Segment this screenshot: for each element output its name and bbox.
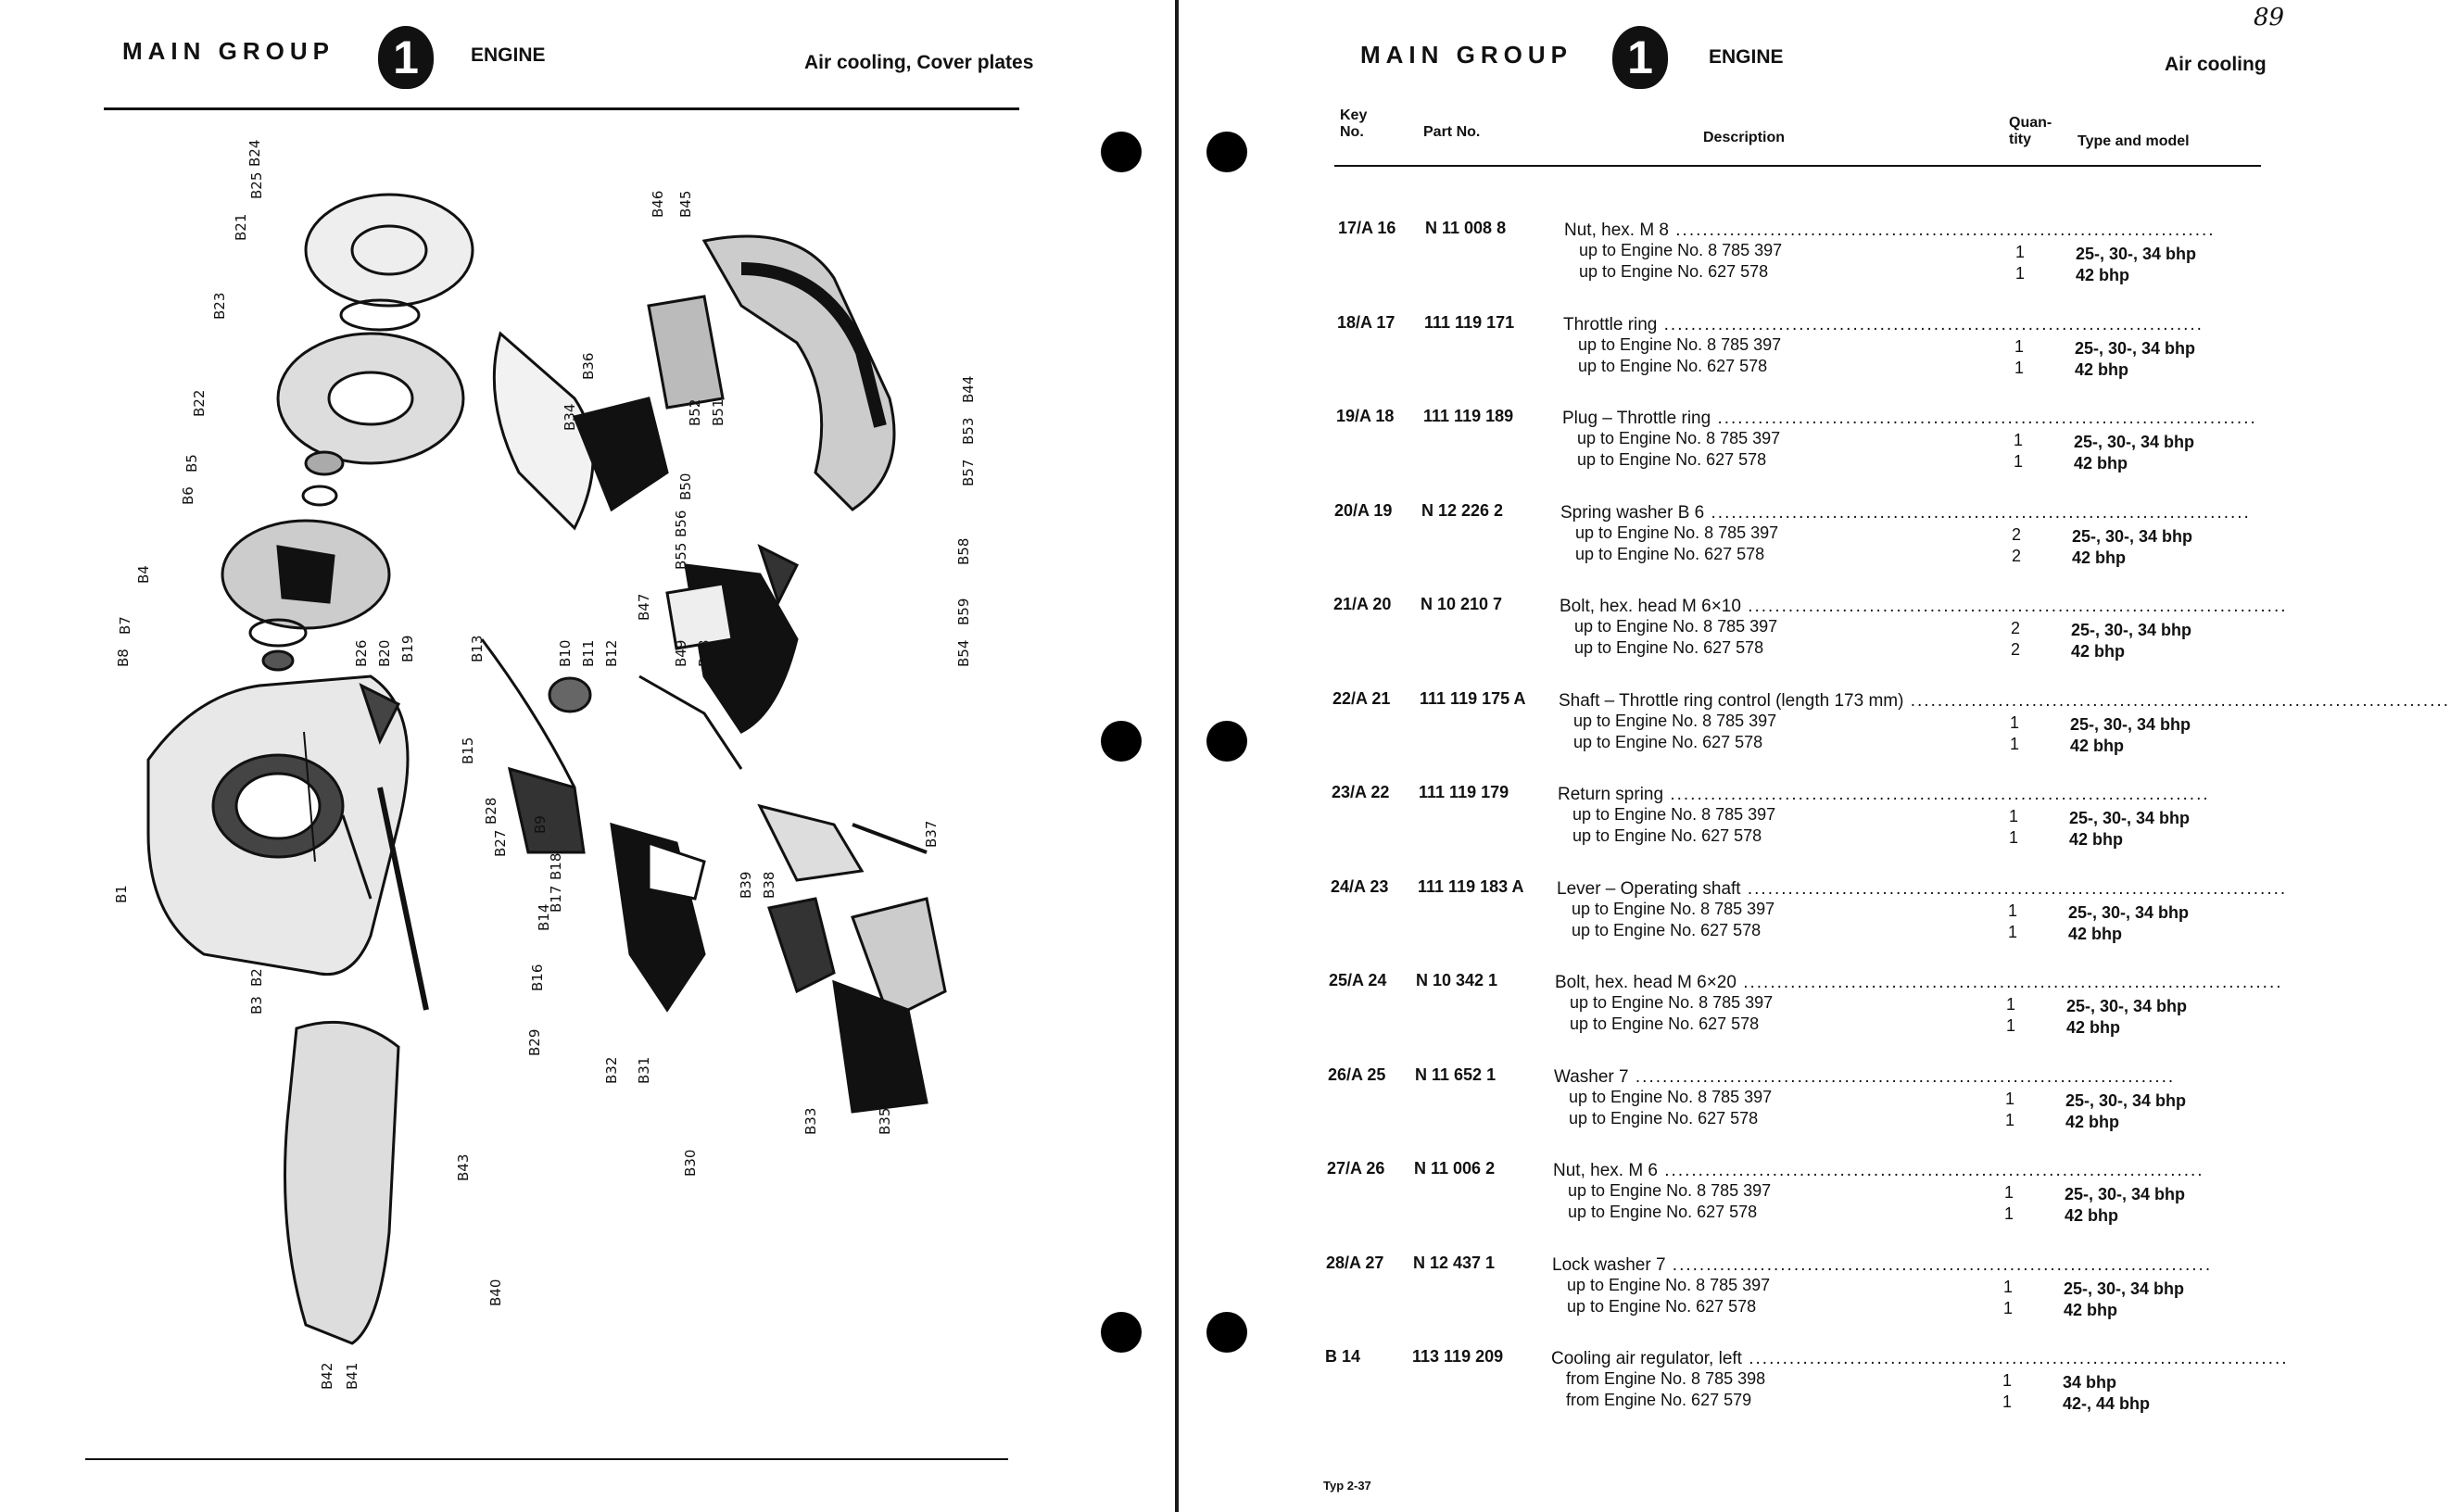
row-engine-range: up to Engine No. 627 578 (1569, 1108, 1759, 1128)
row-key-number: 28/A 27 (1326, 1253, 1384, 1272)
row-type-model: 25-, 30-, 34 bhp (2065, 1185, 2186, 1203)
row-description-text: Shaft – Throttle ring control (length 173 mm) (1559, 690, 1904, 711)
main-group-title: MAIN GROUP (1360, 41, 1572, 69)
callout-label: B21 (233, 213, 249, 241)
row-description (1562, 409, 2257, 429)
row-type-model: 25-, 30-, 34 bhp (2065, 1090, 2187, 1110)
row-type-model: 25-, 30-, 34 bhp (2068, 902, 2190, 922)
row-engine-range: up to Engine No. 8 785 397 (1569, 1087, 1773, 1106)
callout-label: B37 (923, 820, 940, 848)
row-quantity: 1 (2008, 828, 2018, 847)
callout-label: B30 (682, 1149, 699, 1177)
callout-label: B8 (115, 649, 132, 667)
row-description (1554, 1066, 2176, 1088)
row-quantity: 2 (2010, 640, 2020, 659)
group-number-badge: 1 (378, 26, 434, 89)
callout-label: B38 (761, 871, 777, 899)
row-engine-range: up to Engine No. 8 785 397 (1567, 1275, 1771, 1294)
row-key-number: 19/A 18 (1336, 407, 1395, 425)
row-type-model: 25-, 30-, 34 bhp (2076, 245, 2197, 263)
row-description-text: Nut, hex. M 6 (1553, 1161, 1658, 1180)
row-type-model: 42-, 44 bhp (2063, 1394, 2151, 1413)
dot-leader: ................................................................................ (1736, 973, 2283, 992)
row-part-number: N 12 437 1 (1413, 1253, 1496, 1272)
row-key-number: 27/A 26 (1327, 1159, 1385, 1178)
callout-label: B13 (469, 635, 486, 662)
section-subtitle: Air cooling (2165, 54, 2267, 75)
callout-label: B33 (802, 1107, 819, 1135)
row-description-text: Return spring (1558, 785, 1664, 804)
row-engine-range: up to Engine No. 627 578 (1574, 638, 1764, 657)
row-type-model: 25-, 30-, 34 bhp (2070, 714, 2191, 734)
row-quantity: 1 (2004, 1089, 2014, 1108)
callout-label: B9 (532, 815, 549, 834)
row-type-model: 25-, 30-, 34 bhp (2072, 526, 2193, 546)
dot-leader: ................................................................................ (1740, 878, 2288, 899)
callout-label: B43 (455, 1153, 472, 1181)
callout-label: B20 (376, 639, 393, 667)
row-quantity: 2 (2010, 619, 2020, 637)
callout-label: B27 (492, 829, 509, 857)
row-engine-range: up to Engine No. 8 785 397 (1570, 993, 1774, 1012)
row-quantity: 1 (2005, 1016, 2015, 1035)
callout-label: B56 (673, 510, 689, 537)
row-quantity: 1 (2007, 922, 2017, 941)
row-part-number: N 12 226 2 (1421, 500, 1504, 520)
callout-label: B5 (183, 454, 200, 472)
callout-label: B10 (557, 639, 574, 667)
row-engine-range: up to Engine No. 8 785 397 (1568, 1181, 1772, 1200)
dot-leader: ................................................................................ (1628, 1066, 2176, 1087)
row-description (1558, 785, 2210, 805)
row-quantity: 1 (2003, 1183, 2014, 1202)
callout-label: B48 (696, 639, 713, 667)
row-type-model: 42 bhp (2064, 1300, 2118, 1319)
right-page (1179, 0, 2450, 1512)
callout-label: B17 (548, 885, 564, 913)
row-type-model: 42 bhp (2075, 359, 2129, 379)
row-key-number: 22/A 21 (1332, 688, 1391, 708)
callout-label: B29 (526, 1028, 543, 1056)
footer-rule (85, 1458, 1008, 1460)
row-engine-range: up to Engine No. 8 785 397 (1577, 429, 1781, 447)
row-type-model: 42 bhp (2076, 266, 2130, 284)
row-engine-range: up to Engine No. 627 578 (1575, 544, 1765, 563)
callout-label: B22 (191, 389, 208, 417)
row-type-model: 42 bhp (2074, 454, 2128, 472)
callout-label: B58 (955, 537, 972, 565)
row-engine-range: up to Engine No. 8 785 397 (1579, 241, 1783, 259)
binder-hole (1101, 132, 1142, 172)
callout-label: B41 (344, 1362, 360, 1390)
row-engine-range: from Engine No. 8 785 398 (1566, 1369, 1766, 1388)
dot-leader: ................................................................................ (1903, 690, 2450, 711)
header-rule (104, 107, 1019, 110)
dot-leader: ................................................................................ (1741, 1349, 2289, 1368)
callout-label: B28 (483, 797, 499, 825)
dot-leader: ................................................................................ (1663, 785, 2210, 804)
row-engine-range: up to Engine No. 627 578 (1577, 450, 1767, 469)
row-type-model: 42 bhp (2068, 924, 2123, 943)
row-quantity: 1 (2009, 712, 2019, 732)
row-engine-range: up to Engine No. 8 785 397 (1574, 617, 1778, 636)
callout-label: B14 (536, 903, 552, 931)
row-type-model: 42 bhp (2072, 548, 2127, 567)
dot-leader: ................................................................................ (1657, 314, 2204, 334)
row-description-text: Lever – Operating shaft (1557, 878, 1741, 899)
main-group-title: MAIN GROUP (122, 37, 335, 65)
callout-label: B1 (113, 885, 130, 903)
dot-leader: ................................................................................ (1658, 1161, 2204, 1180)
callout-label: B57 (960, 459, 977, 486)
row-engine-range: up to Engine No. 627 578 (1568, 1203, 1758, 1221)
binder-hole (1101, 721, 1142, 762)
row-key-number: 25/A 24 (1329, 971, 1387, 989)
row-part-number: 111 119 189 (1423, 407, 1514, 425)
row-engine-range: from Engine No. 627 579 (1566, 1391, 1752, 1409)
row-type-model: 34 bhp (2063, 1373, 2117, 1392)
row-type-model: 25-, 30-, 34 bhp (2074, 433, 2195, 451)
row-key-number: 20/A 19 (1334, 500, 1393, 520)
row-description (1557, 878, 2288, 900)
row-quantity: 1 (2014, 243, 2025, 261)
callout-label: B59 (955, 598, 972, 625)
row-part-number: N 11 006 2 (1414, 1159, 1496, 1178)
callout-label: B55 (673, 542, 689, 570)
callout-label: B6 (180, 486, 196, 505)
row-description (1560, 502, 2251, 523)
callout-label: B7 (117, 616, 133, 635)
binder-hole (1101, 1312, 1142, 1353)
row-quantity: 1 (2003, 1204, 2014, 1223)
left-page (0, 0, 1175, 1512)
row-description (1553, 1161, 2204, 1181)
row-type-model: 42 bhp (2066, 1018, 2121, 1037)
exploded-parts-diagram (93, 120, 1019, 1399)
callout-label: B49 (673, 639, 689, 667)
row-quantity: 2 (2011, 546, 2021, 565)
callout-label: B50 (677, 472, 694, 500)
row-engine-range: up to Engine No. 8 785 397 (1573, 711, 1777, 730)
callout-label: B32 (603, 1056, 620, 1084)
row-description-text: Lock washer 7 (1552, 1254, 1666, 1275)
group-number-badge: 1 (1612, 26, 1668, 89)
callout-label: B4 (135, 565, 152, 584)
callout-label: B54 (955, 639, 972, 667)
row-description-text: Nut, hex. M 8 (1564, 220, 1669, 240)
row-quantity: 1 (2002, 1392, 2012, 1411)
row-engine-range: up to Engine No. 627 578 (1570, 1014, 1760, 1033)
row-quantity: 1 (2002, 1298, 2013, 1317)
engine-heading: ENGINE (471, 44, 546, 66)
row-key-number: 26/A 25 (1328, 1065, 1386, 1084)
row-quantity: 1 (2002, 1371, 2012, 1390)
callout-label: B31 (636, 1056, 652, 1084)
row-engine-range: up to Engine No. 627 578 (1572, 826, 1762, 845)
row-engine-range: up to Engine No. 8 785 397 (1578, 334, 1782, 354)
column-header-part: Part No. (1423, 124, 1481, 140)
row-type-model: 25-, 30-, 34 bhp (2071, 621, 2192, 639)
row-quantity: 1 (2009, 734, 2019, 753)
callout-label: B24 (246, 139, 263, 167)
row-type-model: 25-, 30-, 34 bhp (2066, 997, 2188, 1015)
column-header-key: Key No. (1340, 107, 1368, 140)
row-description (1563, 314, 2204, 335)
row-engine-range: up to Engine No. 627 578 (1567, 1296, 1757, 1316)
row-engine-range: up to Engine No. 8 785 397 (1572, 899, 1775, 918)
row-part-number: N 11 008 8 (1425, 219, 1507, 237)
row-description (1560, 597, 2288, 617)
callout-label: B11 (580, 639, 597, 667)
row-engine-range: up to Engine No. 627 578 (1579, 262, 1769, 281)
column-header-quantity: Quan- tity (2009, 115, 2052, 147)
row-engine-range: up to Engine No. 627 578 (1573, 732, 1763, 751)
callout-label: B15 (460, 737, 476, 764)
callout-label: B25 (248, 171, 265, 199)
row-part-number: 111 119 171 (1424, 312, 1515, 332)
row-quantity: 1 (2014, 358, 2024, 377)
dot-leader: ................................................................................ (1665, 1254, 2213, 1275)
binder-hole (1206, 1312, 1247, 1353)
row-type-model: 42 bhp (2065, 1112, 2120, 1131)
row-description (1555, 973, 2283, 993)
row-key-number: 18/A 17 (1337, 312, 1395, 332)
callout-label: B52 (687, 398, 703, 426)
row-description-text: Cooling air regulator, left (1551, 1349, 1742, 1368)
row-key-number: B 14 (1325, 1347, 1361, 1366)
row-quantity: 1 (2008, 807, 2018, 825)
callout-label: B53 (960, 417, 977, 445)
callout-label: B40 (487, 1279, 504, 1306)
callout-label: B16 (529, 964, 546, 991)
callout-label: B18 (548, 852, 564, 880)
binder-hole (1206, 132, 1247, 172)
row-engine-range: up to Engine No. 627 578 (1578, 356, 1768, 375)
column-header-description: Description (1703, 130, 1786, 145)
row-part-number: N 11 652 1 (1415, 1065, 1497, 1084)
callout-label: B23 (211, 292, 228, 320)
row-type-model: 25-, 30-, 34 bhp (2064, 1279, 2185, 1298)
callout-label: B44 (960, 375, 977, 403)
row-key-number: 21/A 20 (1333, 595, 1392, 613)
callout-label: B34 (562, 403, 578, 431)
row-quantity: 1 (2014, 264, 2025, 283)
row-description-text: Bolt, hex. head M 6×10 (1560, 597, 1741, 616)
row-part-number: 113 119 209 (1412, 1347, 1504, 1366)
row-engine-range: up to Engine No. 8 785 397 (1575, 523, 1779, 542)
row-quantity: 1 (2013, 452, 2023, 471)
row-type-model: 42 bhp (2069, 830, 2124, 849)
dot-leader: ................................................................................ (1704, 502, 2251, 523)
row-type-model: 25-, 30-, 34 bhp (2075, 338, 2196, 358)
row-type-model: 42 bhp (2065, 1206, 2119, 1225)
callout-label: B36 (580, 352, 597, 380)
row-description (1552, 1254, 2213, 1276)
table-header-rule (1334, 165, 2261, 167)
binder-hole (1206, 721, 1247, 762)
part-shapes (148, 195, 945, 1343)
row-quantity: 1 (2014, 336, 2024, 356)
callout-label: B12 (603, 639, 620, 667)
row-description (1551, 1349, 2289, 1369)
callout-label: B46 (650, 190, 666, 218)
dot-leader: ................................................................................ (1740, 597, 2288, 616)
row-description-text: Spring washer B 6 (1560, 502, 1705, 523)
callout-label: B35 (877, 1107, 893, 1135)
row-description-text: Throttle ring (1563, 314, 1658, 334)
engine-heading: ENGINE (1709, 46, 1784, 68)
row-quantity: 1 (2013, 431, 2023, 449)
row-type-model: 25-, 30-, 34 bhp (2069, 809, 2191, 827)
row-description (1564, 220, 2216, 241)
callout-label: B39 (738, 871, 754, 899)
callout-label: B45 (677, 190, 694, 218)
row-part-number: 111 119 175 A (1420, 688, 1526, 708)
row-key-number: 24/A 23 (1331, 876, 1389, 896)
row-key-number: 23/A 22 (1332, 783, 1390, 801)
row-part-number: 111 119 179 (1419, 783, 1509, 801)
callout-label: B47 (636, 593, 652, 621)
row-quantity: 1 (2005, 995, 2015, 1014)
callout-label: B19 (399, 635, 416, 662)
section-subtitle: Air cooling, Cover plates (804, 52, 1034, 73)
dot-leader: ................................................................................ (1669, 220, 2216, 240)
dot-leader: ................................................................................ (1711, 409, 2257, 428)
row-part-number: N 10 342 1 (1416, 971, 1498, 989)
row-quantity: 1 (2004, 1110, 2014, 1129)
row-part-number: 111 119 183 A (1418, 876, 1524, 896)
column-header-type: Type and model (2077, 133, 2190, 149)
page-number: 89 (2254, 4, 2285, 32)
callout-label: B26 (353, 639, 370, 667)
callout-label: B3 (248, 996, 265, 1014)
row-quantity: 1 (2002, 1277, 2013, 1296)
callout-label: B2 (248, 968, 265, 987)
footer-type-code: Typ 2-37 (1323, 1479, 1371, 1493)
row-quantity: 1 (2007, 901, 2017, 920)
row-type-model: 42 bhp (2070, 736, 2125, 755)
row-key-number: 17/A 16 (1338, 219, 1396, 237)
callout-label: B51 (710, 398, 726, 426)
row-part-number: N 10 210 7 (1421, 595, 1503, 613)
row-quantity: 2 (2011, 524, 2021, 544)
row-description (1559, 690, 2450, 712)
row-engine-range: up to Engine No. 627 578 (1572, 920, 1762, 939)
row-description-text: Plug – Throttle ring (1562, 409, 1711, 428)
row-engine-range: up to Engine No. 8 785 397 (1572, 805, 1776, 824)
row-description-text: Washer 7 (1554, 1066, 1629, 1087)
row-type-model: 42 bhp (2071, 642, 2126, 661)
row-description-text: Bolt, hex. head M 6×20 (1555, 973, 1736, 992)
callout-label: B42 (319, 1362, 335, 1390)
